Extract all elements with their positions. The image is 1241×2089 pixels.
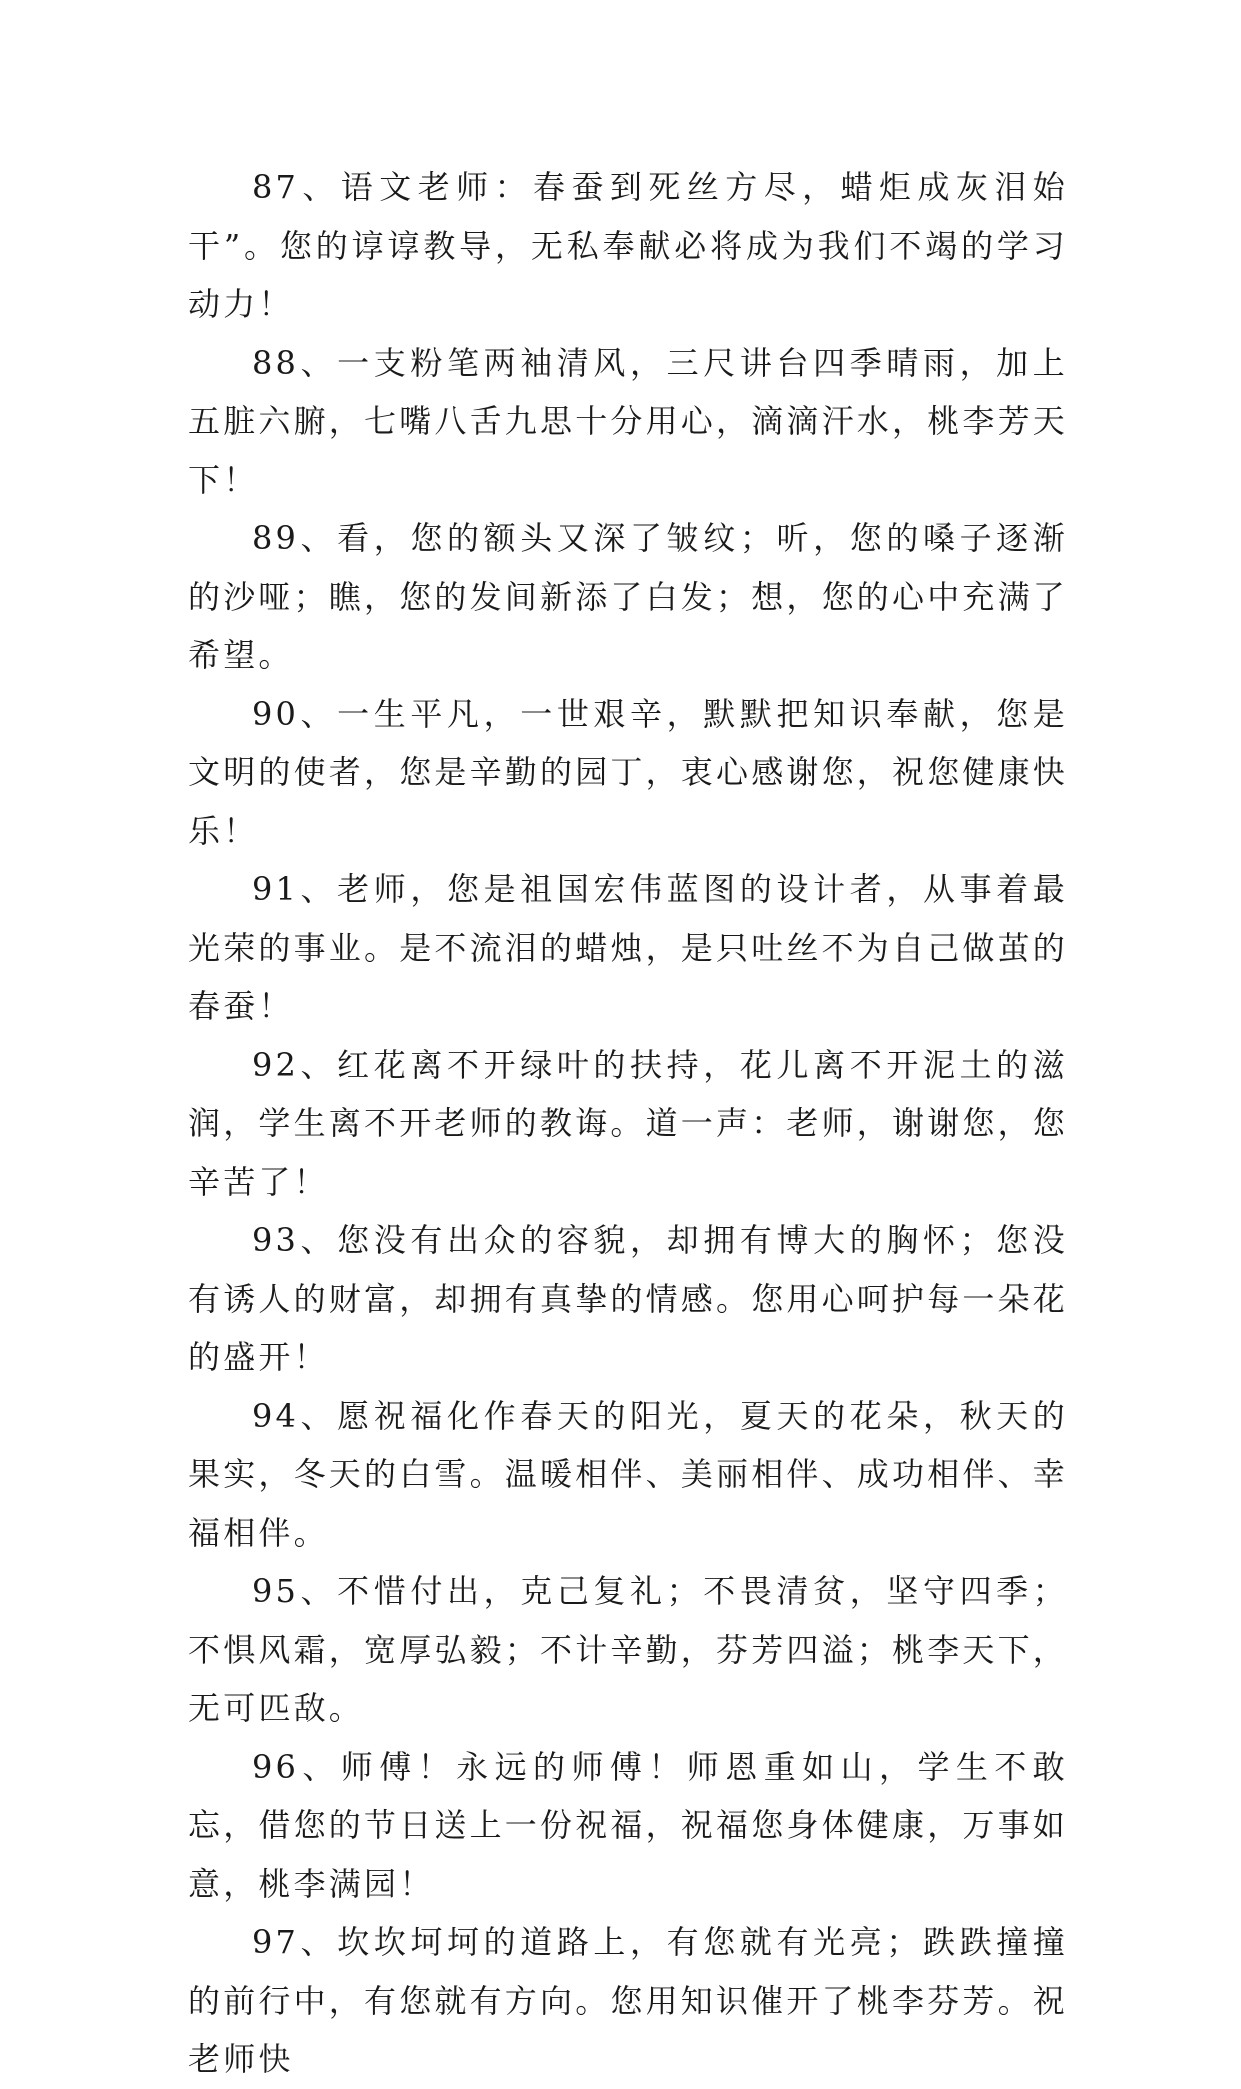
paragraph-94: 94、愿祝福化作春天的阳光，夏天的花朵，秋天的果实，冬天的白雪。温暖相伴、美丽相伴、成功相伴、幸福相伴。 <box>188 1396 1069 1552</box>
paragraph-93: 93、您没有出众的容貌，却拥有博大的胸怀；您没有诱人的财富，却拥有真挚的情感。您用心呵护每一朵花的盛开！ <box>188 1221 1069 1376</box>
paragraph-92: 92、红花离不开绿叶的扶持，花儿离不开泥土的滋润，学生离不开老师的教诲。道一声：老师，谢谢您，您辛苦了！ <box>188 1045 1069 1201</box>
paragraph-89: 89、看，您的额头又深了皱纹；听，您的嗓子逐渐的沙哑；瞧，您的发间新添了白发；想，您的心中充满了希望。 <box>188 519 1069 674</box>
paragraph-87: 87、语文老师：春蚕到死丝方尽，蜡炬成灰泪始干”。您的谆谆教导，无私奉献必将成为我们不竭的学习动力！ <box>188 168 1068 323</box>
paragraph-96: 96、师傅！永远的师傅！师恩重如山，学生不敢忘，借您的节日送上一份祝福，祝福您身体健康，万事如意，桃李满园！ <box>188 1747 1069 1903</box>
paragraph-91: 91、老师，您是祖国宏伟蓝图的设计者，从事着最光荣的事业。是不流泪的蜡烛，是只吐丝不为自己做茧的春蚕！ <box>188 870 1069 1025</box>
paragraph-90: 90、一生平凡，一世艰辛，默默把知识奉献，您是文明的使者，您是辛勤的园丁，衷心感谢您，祝您健康快乐！ <box>188 694 1069 850</box>
document-body <box>188 158 1068 2089</box>
paragraph-95: 95、不惜付出，克己复礼；不畏清贫，坚守四季；不惧风霜，宽厚弘毅；不计辛勤，芬芳四溢；桃李天下，无可匹敌。 <box>188 1572 1069 1727</box>
paragraph-97: 97、坎坎坷坷的道路上，有您就有光亮；跌跌撞撞的前行中，有您就有方向。您用知识催开了桃李芬芳。祝老师快 <box>188 1923 1069 2078</box>
paragraph-88: 88、一支粉笔两袖清风，三尺讲台四季晴雨，加上五脏六腑，七嘴八舌九思十分用心，滴滴汗水，桃李芳天下！ <box>188 343 1069 499</box>
